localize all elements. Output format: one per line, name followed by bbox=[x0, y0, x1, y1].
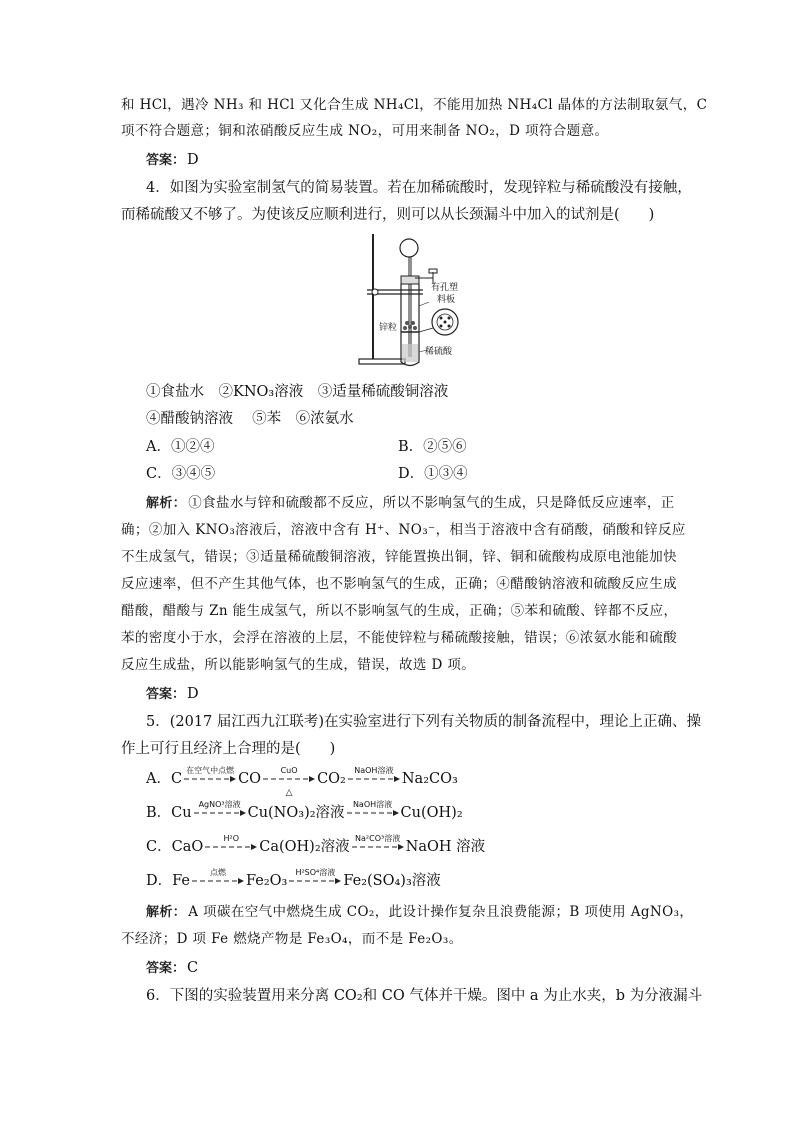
text-line: 和 HCl，遇冷 NH₃ 和 HCl 又化合生成 NH₄Cl，不能用加热 NH₄Cl 晶体的方法制取氨气，C bbox=[121, 97, 708, 113]
reaction-arrow bbox=[347, 800, 399, 820]
q5-option-d bbox=[146, 870, 441, 892]
arrow-condition: AgNO³溶液 bbox=[198, 800, 241, 809]
hydrogen-apparatus-figure bbox=[357, 232, 477, 367]
question-5-line2: 作上可行且经济上合理的是( ) bbox=[121, 741, 336, 757]
q4-items-line2: ④醋酸钠溶液 ⑤苯 ⑥浓氨水 bbox=[146, 411, 354, 427]
text-line: 项不符合题意；铜和浓硝酸反应生成 NO₂，可用来制备 NO₂，D 项符合题意。 bbox=[121, 123, 609, 139]
arrow-condition: H²O bbox=[223, 834, 239, 843]
answer-label: 答案： bbox=[146, 153, 186, 168]
question-4-line2: 而稀硫酸又不够了。为使该反应顺利进行，则可以从长颈漏斗中加入的试剂是( ) bbox=[121, 207, 655, 223]
reaction-arrow bbox=[192, 868, 244, 888]
q5-option-b bbox=[146, 802, 463, 824]
label-perforated-plate-2: 料板 bbox=[437, 295, 456, 305]
arrow-condition: Na²CO³溶液 bbox=[355, 834, 401, 843]
solution-4-line2: 确；②加入 KNO₃溶液后，溶液中含有 H⁺、NO₃⁻，相当于溶液中含有硝酸，硝酸和锌反应 bbox=[121, 522, 686, 538]
apparatus-drawing bbox=[357, 232, 477, 367]
solution-text: ①食盐水与锌和硫酸都不反应，所以不影响氢气的生成，只是降低反应速率，正 bbox=[188, 495, 675, 511]
question-5-line1: 5．(2017 届江西九江联考)在实验室进行下列有关物质的制备流程中，理论上正确、操 bbox=[146, 714, 702, 730]
reaction-arrow bbox=[184, 766, 236, 786]
solution-4-line1 bbox=[146, 492, 706, 515]
answer-3 bbox=[146, 149, 706, 172]
reaction-arrow bbox=[205, 834, 257, 854]
rx-product: Na₂CO₃ bbox=[401, 771, 458, 787]
arrow-condition: NaOH溶液 bbox=[352, 800, 393, 809]
solution-4-line3: 不生成氢气，错误；③适量稀硫酸铜溶液，锌能置换出铜，锌、铜和硫酸构成原电池能加快 bbox=[121, 549, 677, 565]
arrow-condition: H²SO⁴溶液 bbox=[295, 868, 336, 877]
reaction-arrow bbox=[263, 766, 315, 798]
rx-product: CO₂ bbox=[317, 771, 346, 787]
solution-text: A 项碳在空气中燃烧生成 CO₂，此设计操作复杂且浪费能源；B 项使用 AgNO₃， bbox=[188, 904, 694, 920]
q4-items-line1: ①食盐水 ②KNO₃溶液 ③适量稀硫酸铜溶液 bbox=[146, 384, 449, 400]
reaction-arrow bbox=[194, 800, 246, 820]
reaction-arrow bbox=[348, 766, 400, 786]
label-dilute-acid: 稀硫酸 bbox=[425, 347, 453, 357]
arrow-condition: 点燃 bbox=[209, 868, 226, 877]
arrow-condition: CuO bbox=[280, 766, 298, 775]
label-perforated-plate: 有孔塑 bbox=[431, 283, 459, 293]
label-zinc: 锌粒 bbox=[379, 323, 398, 333]
solution-label: 解析： bbox=[146, 496, 187, 511]
reaction-arrow bbox=[352, 834, 404, 854]
rx-product: Cu(NO₃)₂溶液 bbox=[247, 805, 345, 821]
rx-start: A．C bbox=[146, 771, 183, 787]
arrow-condition: 在空气中点燃 bbox=[186, 766, 235, 775]
answer-value: D bbox=[187, 686, 199, 702]
answer-4 bbox=[146, 683, 706, 706]
solution-5-line2: 不经济；D 项 Fe 燃烧产物是 Fe₃O₄，而不是 Fe₂O₃。 bbox=[121, 931, 463, 947]
rx-start: C．CaO bbox=[146, 839, 204, 855]
rx-product: Cu(OH)₂ bbox=[400, 805, 463, 821]
solution-label: 解析： bbox=[146, 905, 187, 920]
rx-product: Ca(OH)₂溶液 bbox=[259, 839, 350, 855]
reaction-arrow bbox=[289, 868, 341, 888]
solution-4-line6: 苯的密度小于水，会浮在溶液的上层，不能使锌粒与稀硫酸接触，错误；⑥浓氨水能和硫酸 bbox=[121, 630, 677, 646]
answer-value: D bbox=[187, 152, 199, 168]
question-6-line1: 6．下图的实验装置用来分离 CO₂和 CO 气体并干燥。图中 a 为止水夹，b 为分液漏斗 bbox=[146, 988, 703, 1004]
q5-option-c bbox=[146, 836, 485, 858]
solution-4-line4: 反应速率，但不产生其他气体，也不影响氢气的生成，正确；④醋酸钠溶液和硫酸反应生成 bbox=[121, 576, 677, 592]
solution-4-line7: 反应生成盐，所以能影响氢气的生成，错误，故选 D 项。 bbox=[121, 657, 476, 673]
q4-option-a: A．①②④ bbox=[146, 439, 215, 455]
answer-5 bbox=[146, 957, 706, 980]
arrow-condition-below: △ bbox=[285, 788, 293, 798]
q4-option-d: D．①③④ bbox=[398, 466, 468, 482]
rx-product: Fe₂(SO₄)₃溶液 bbox=[343, 873, 441, 889]
q4-option-c: C．③④⑤ bbox=[146, 466, 216, 482]
rx-product: Fe₂O₃ bbox=[245, 873, 288, 889]
rx-start: D．Fe bbox=[146, 873, 190, 889]
rx-start: B．Cu bbox=[146, 805, 192, 821]
answer-label: 答案： bbox=[146, 687, 186, 702]
solution-4-line5: 醋酸，醋酸与 Zn 能生成氢气，所以不影响氢气的生成，正确；⑤苯和硫酸、锌都不反应， bbox=[121, 603, 678, 619]
solution-5-line1 bbox=[146, 901, 706, 924]
rx-product: NaOH 溶液 bbox=[405, 839, 486, 855]
q4-option-b: B．②⑤⑥ bbox=[398, 439, 467, 455]
rx-product: CO bbox=[238, 771, 262, 787]
answer-label: 答案： bbox=[146, 961, 186, 976]
arrow-condition: NaOH溶液 bbox=[354, 766, 394, 775]
answer-value: C bbox=[187, 960, 199, 976]
q5-option-a bbox=[146, 766, 458, 798]
question-4-line1: 4．如图为实验室制氢气的简易装置。若在加稀硫酸时，发现锌粒与稀硫酸没有接触， bbox=[146, 180, 692, 196]
